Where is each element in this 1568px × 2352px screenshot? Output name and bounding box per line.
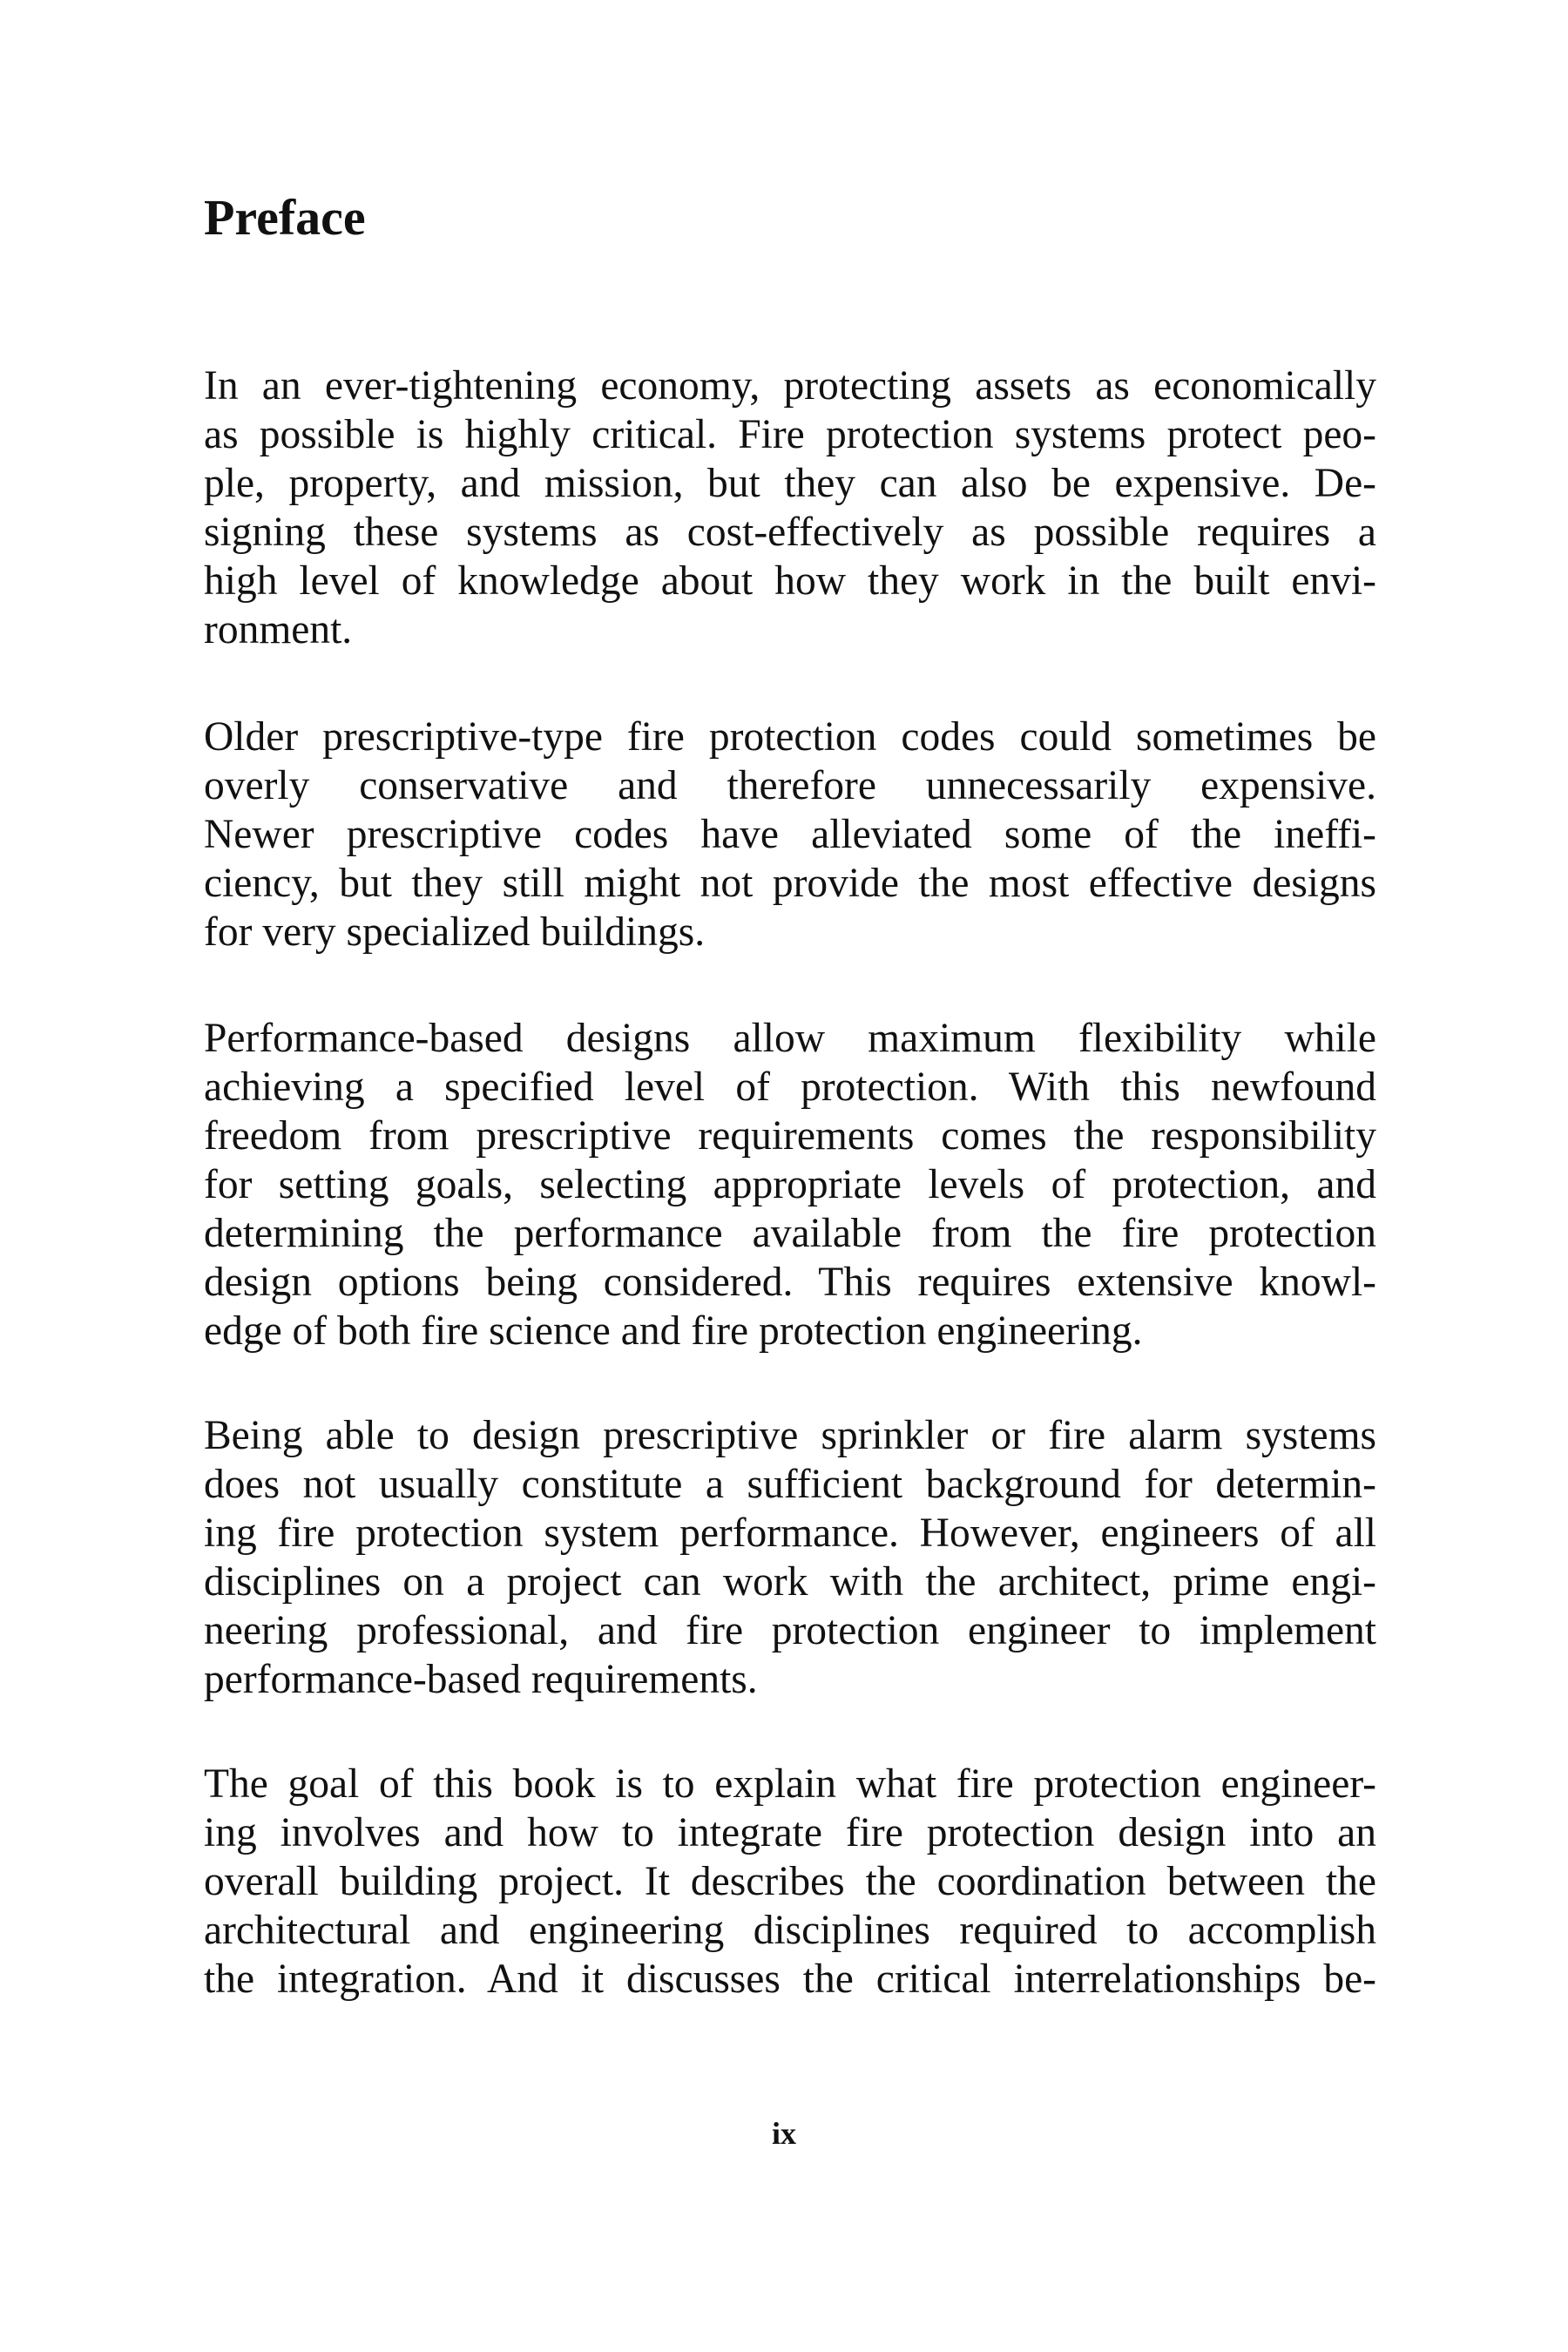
paragraph-line: as possible is highly critical. Fire protection systems protect peo- <box>204 412 1376 457</box>
paragraph-line: ciency, but they still might not provide the most effective designs <box>204 861 1376 906</box>
paragraph-line: edge of both fire science and fire protection engineering. <box>204 1308 1143 1354</box>
paragraph-line: determining the performance available from the fire protection <box>204 1211 1376 1256</box>
paragraph-line: In an ever-tightening economy, protecting assets as economically <box>204 363 1376 409</box>
paragraph-line: ple, property, and mission, but they can also be expensive. De- <box>204 461 1376 506</box>
paragraph-4 <box>204 1411 1376 1704</box>
paragraph-line: overall building project. It describes the coordination between the <box>204 1859 1376 1904</box>
paragraph-line: for setting goals, selecting appropriate levels of protection, and <box>204 1162 1376 1207</box>
paragraph-line: Being able to design prescriptive sprinkler or fire alarm systems <box>204 1413 1376 1458</box>
paragraph-line: ing fire protection system performance. However, engineers of all <box>204 1511 1376 1556</box>
paragraph-line: Newer prescriptive codes have alleviated some of the ineffi- <box>204 812 1376 857</box>
paragraph-line: Older prescriptive-type fire protection codes could sometimes be <box>204 714 1376 760</box>
paragraph-line: achieving a specified level of protection. With this newfound <box>204 1064 1376 1110</box>
paragraph-line: the integration. And it discusses the critical interrelationships be- <box>204 1957 1376 2002</box>
paragraph-3 <box>204 1014 1376 1355</box>
paragraph-line: design options being considered. This requires extensive knowl- <box>204 1260 1376 1305</box>
paragraph-line: disciplines on a project can work with the architect, prime engi- <box>204 1559 1376 1605</box>
paragraph-2 <box>204 713 1376 956</box>
paragraph-line: The goal of this book is to explain what fire protection engineer- <box>204 1761 1376 1807</box>
paragraph-line: ing involves and how to integrate fire protection design into an <box>204 1810 1376 1855</box>
paragraph-line: freedom from prescriptive requirements comes the responsibility <box>204 1113 1376 1159</box>
paragraph-line: neering professional, and fire protection engineer to implement <box>204 1608 1376 1653</box>
page-title: Preface <box>204 189 366 246</box>
paragraph-line: Performance-based designs allow maximum flexibility while <box>204 1016 1376 1061</box>
paragraph-line: signing these systems as cost-effectively as possible requires a <box>204 510 1376 555</box>
paragraph-1 <box>204 362 1376 654</box>
paragraph-line: overly conservative and therefore unnecessarily expensive. <box>204 763 1376 808</box>
paragraph-line: performance-based requirements. <box>204 1657 758 1702</box>
paragraph-5 <box>204 1760 1376 2004</box>
page-number: ix <box>771 2116 796 2151</box>
paragraph-line: for very specialized buildings. <box>204 909 706 955</box>
paragraph-line: architectural and engineering disciplines required to accomplish <box>204 1908 1376 1953</box>
paragraph-line: ronment. <box>204 607 353 652</box>
paragraph-line: does not usually constitute a sufficient background for determin- <box>204 1462 1376 1507</box>
paragraph-line: high level of knowledge about how they work in the built envi- <box>204 558 1376 604</box>
